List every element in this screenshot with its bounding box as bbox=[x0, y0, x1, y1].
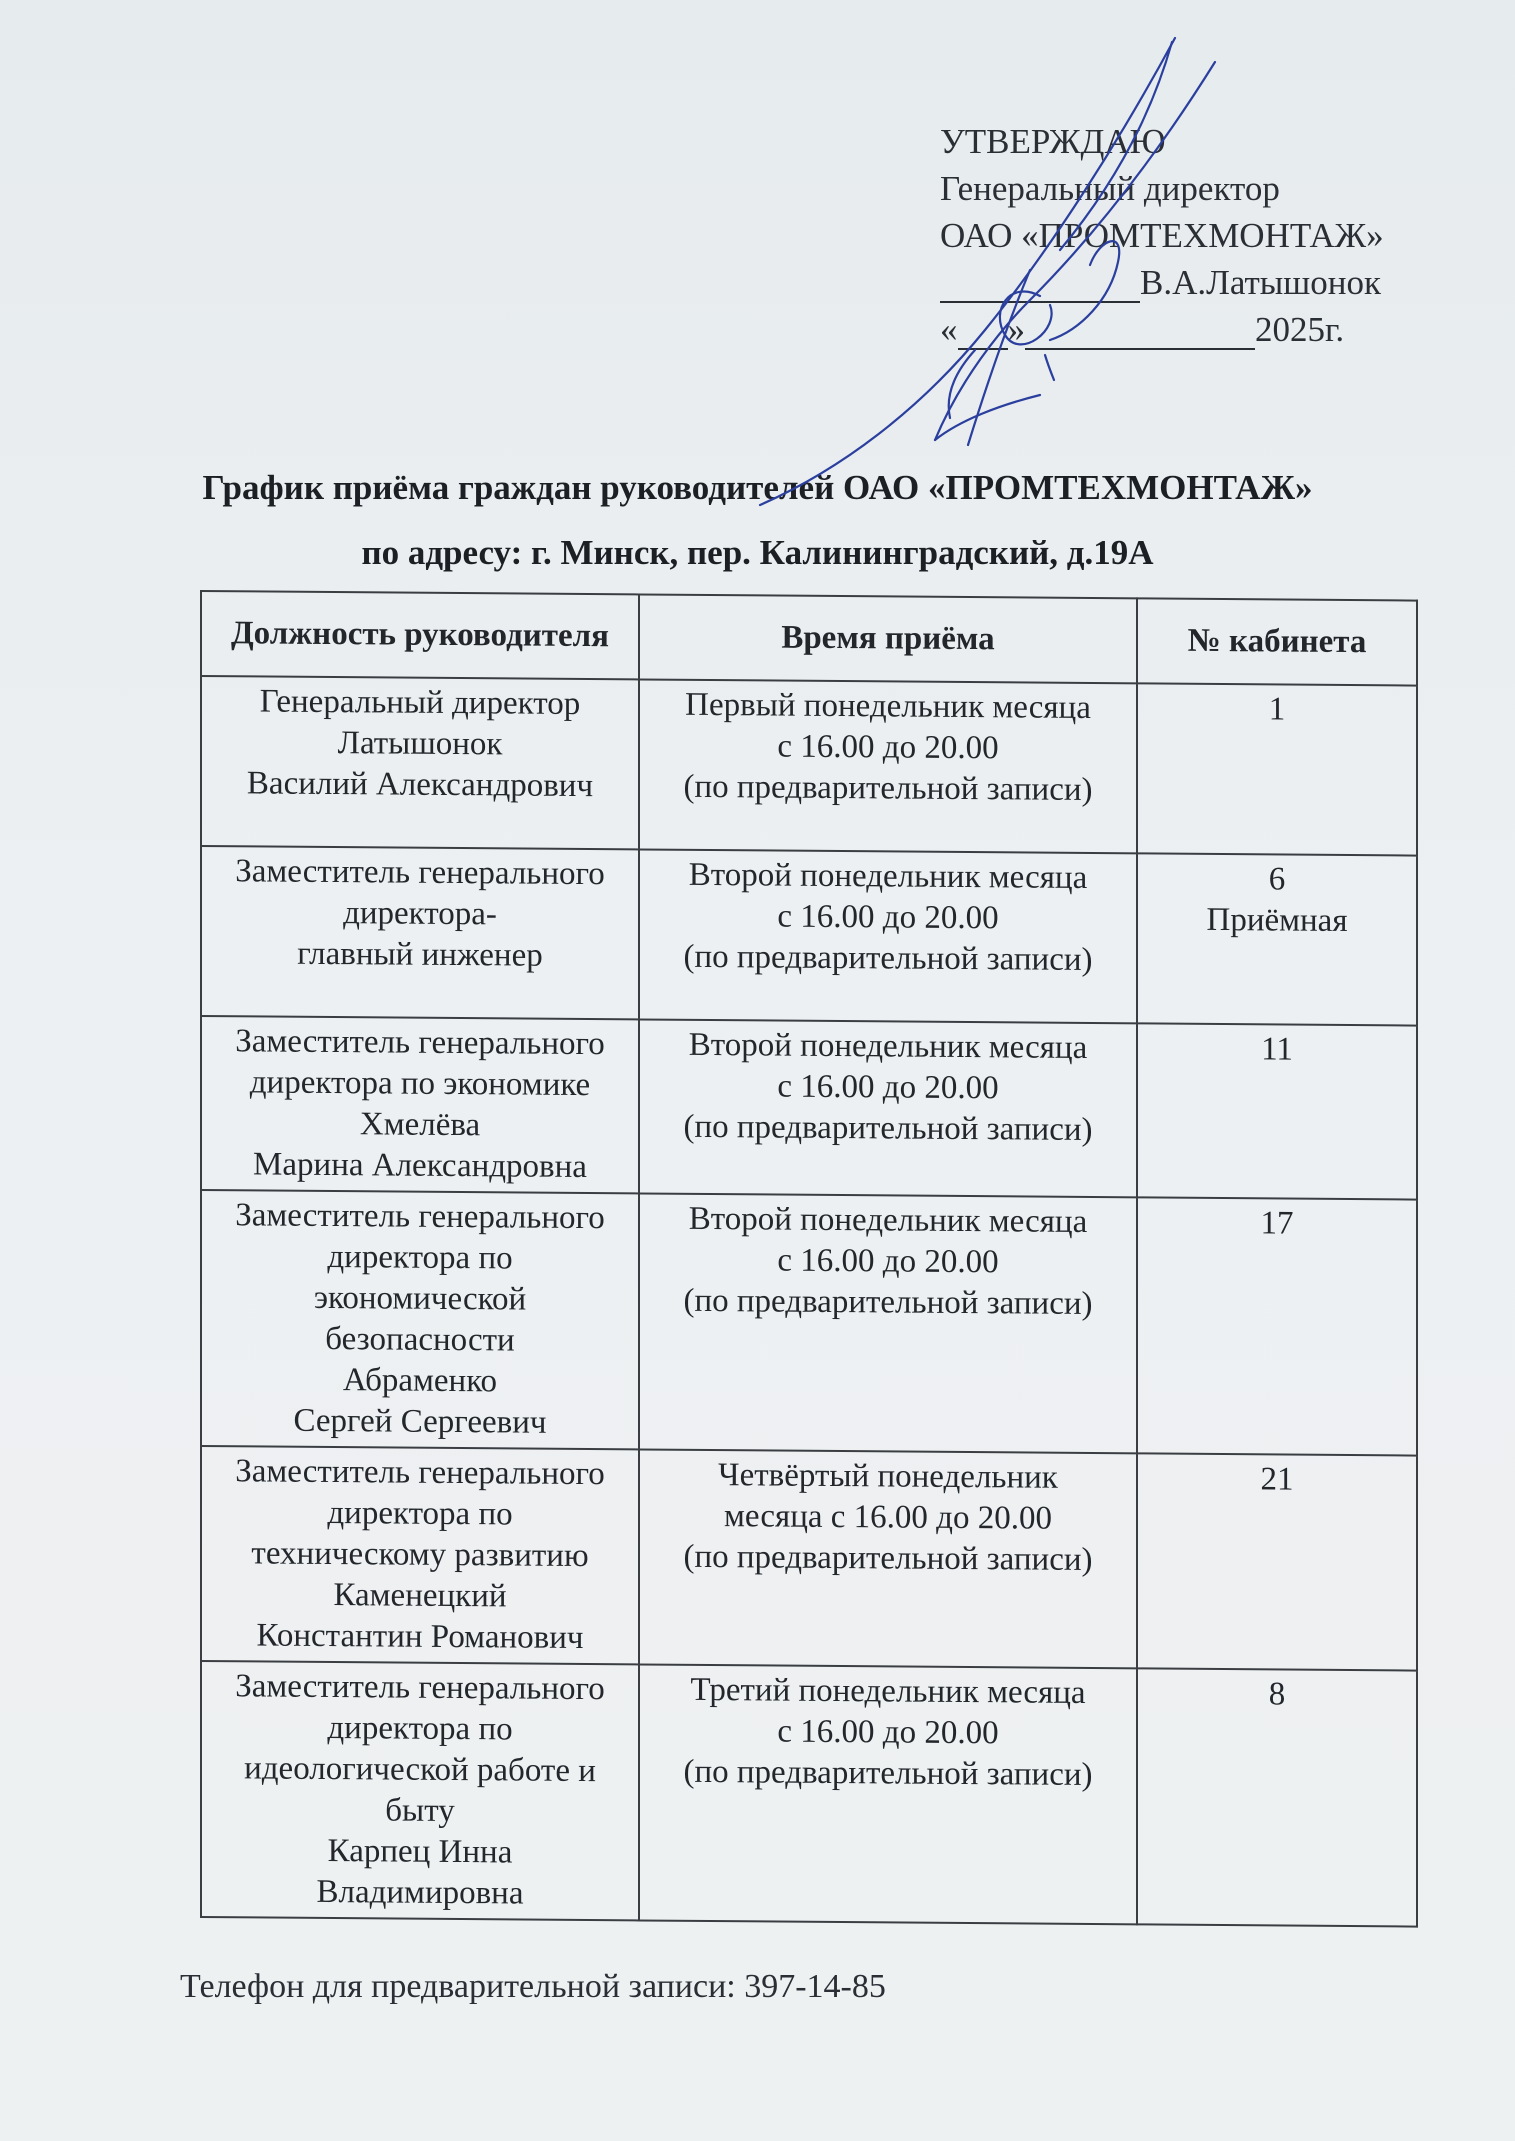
cell-position-line: быту bbox=[385, 1792, 455, 1830]
month-blank bbox=[1025, 312, 1255, 350]
cell-position-line: Заместитель генерального bbox=[235, 853, 605, 893]
cell-time-line: (по предварительной записи) bbox=[683, 768, 1093, 809]
cell-time-line: с 16.00 до 20.00 bbox=[777, 728, 999, 767]
cell-position-line: Заместитель генерального bbox=[235, 1668, 605, 1708]
approval-position: Генеральный директор bbox=[940, 169, 1280, 208]
date-quote-close: » bbox=[1007, 310, 1025, 349]
cell-position-line: директора по bbox=[327, 1495, 513, 1533]
cell-room bbox=[1137, 853, 1417, 1025]
page-subtitle-address: по адресу: г. Минск, пер. Калининградский, д.19А bbox=[361, 533, 1154, 572]
table-row bbox=[201, 1190, 1417, 1456]
approval-signer-line bbox=[940, 259, 1460, 306]
cell-room-line: 17 bbox=[1260, 1205, 1294, 1242]
cell-time bbox=[639, 679, 1137, 853]
cell-position-line: техническому развитию bbox=[251, 1535, 589, 1575]
table-row bbox=[201, 846, 1417, 1026]
cell-position-line: Заместитель генерального bbox=[235, 1197, 605, 1237]
cell-time-line: с 16.00 до 20.00 bbox=[777, 898, 999, 937]
cell-position-line: главный инженер bbox=[297, 935, 543, 974]
cell-time-line: с 16.00 до 20.00 bbox=[777, 1068, 999, 1107]
cell-position-line: директора по экономике bbox=[249, 1064, 591, 1104]
cell-time-line: с 16.00 до 20.00 bbox=[777, 1242, 999, 1281]
table-header-row bbox=[201, 591, 1417, 686]
cell-time-line: (по предварительной записи) bbox=[683, 938, 1093, 979]
cell-time-line: с 16.00 до 20.00 bbox=[777, 1713, 999, 1752]
cell-position-line: экономической bbox=[313, 1279, 527, 1318]
approval-block bbox=[940, 118, 1460, 353]
cell-position-line: Каменецкий bbox=[333, 1577, 507, 1615]
cell-position-line: Василий Александрович bbox=[246, 765, 594, 805]
cell-position-line: идеологической работе и bbox=[244, 1750, 596, 1790]
cell-room-line: 11 bbox=[1261, 1031, 1293, 1068]
cell-position-line: Абраменко bbox=[342, 1362, 498, 1400]
cell-position-line: Генеральный директор bbox=[259, 683, 581, 722]
cell-position bbox=[201, 676, 639, 849]
cell-position-line: Константин Романович bbox=[256, 1617, 584, 1657]
cell-position-line: Заместитель генерального bbox=[235, 1453, 605, 1493]
table-row bbox=[201, 676, 1417, 856]
cell-room-line: Приёмная bbox=[1206, 901, 1348, 940]
cell-position-line: Карпец Инна bbox=[327, 1833, 513, 1871]
cell-position bbox=[201, 1016, 639, 1193]
cell-time bbox=[639, 849, 1137, 1023]
approval-signer: В.А.Латышонок bbox=[1140, 263, 1381, 302]
page-title: График приёма граждан руководителей ОАО «ПРОМТЕХМОНТАЖ» bbox=[202, 468, 1313, 507]
cell-position-line: Заместитель генерального bbox=[235, 1023, 605, 1063]
cell-position bbox=[201, 1190, 639, 1449]
cell-time-line: Второй понедельник месяца bbox=[688, 1200, 1088, 1240]
header-position: Должность руководителя bbox=[201, 591, 639, 679]
date-quote-open: « bbox=[940, 310, 958, 349]
table-row bbox=[201, 1446, 1417, 1671]
cell-time-line: месяца с 16.00 до 20.00 bbox=[724, 1498, 1052, 1537]
cell-position-line: директора по bbox=[327, 1239, 513, 1277]
header-time: Время приёма bbox=[639, 594, 1137, 683]
cell-time-line: Второй понедельник месяца bbox=[688, 856, 1088, 896]
cell-room-line: 1 bbox=[1268, 691, 1286, 728]
cell-time-line: Второй понедельник месяца bbox=[688, 1026, 1088, 1066]
cell-position-line: директора по bbox=[327, 1710, 513, 1748]
approval-date-line bbox=[940, 306, 1460, 353]
cell-time-line: (по предварительной записи) bbox=[683, 1282, 1093, 1323]
phone-note: Телефон для предварительной записи: 397-14-85 bbox=[180, 1968, 886, 2005]
signature-blank bbox=[940, 265, 1140, 303]
cell-position bbox=[201, 1661, 639, 1920]
cell-room-line: 21 bbox=[1260, 1461, 1294, 1498]
cell-time-line: Третий понедельник месяца bbox=[690, 1671, 1086, 1711]
approval-organization: ОАО «ПРОМТЕХМОНТАЖ» bbox=[940, 216, 1384, 255]
cell-position-line: Хмелёва bbox=[359, 1106, 481, 1144]
cell-position-line: Владимировна bbox=[316, 1873, 524, 1912]
reception-schedule-table bbox=[200, 590, 1418, 1928]
cell-position-line: Латышонок bbox=[337, 725, 503, 763]
cell-time bbox=[639, 1664, 1137, 1924]
cell-time-line: (по предварительной записи) bbox=[683, 1108, 1093, 1149]
day-blank bbox=[958, 312, 1008, 350]
cell-time-line: Первый понедельник месяца bbox=[685, 686, 1091, 726]
cell-position-line: безопасности bbox=[325, 1320, 515, 1359]
cell-time bbox=[639, 1019, 1137, 1197]
cell-position-line: Марина Александровна bbox=[253, 1146, 587, 1186]
cell-room bbox=[1137, 683, 1417, 855]
table-row bbox=[201, 1661, 1417, 1927]
approval-year: 2025г. bbox=[1255, 310, 1345, 349]
cell-time-line: (по предварительной записи) bbox=[683, 1538, 1093, 1579]
cell-position bbox=[201, 846, 639, 1019]
cell-room-line: 6 bbox=[1268, 861, 1286, 898]
header-room: № кабинета bbox=[1137, 598, 1417, 685]
cell-room bbox=[1137, 1668, 1417, 1926]
cell-room-line: 8 bbox=[1268, 1676, 1286, 1713]
approval-heading: УТВЕРЖДАЮ bbox=[940, 122, 1166, 161]
cell-position-line: директора- bbox=[343, 895, 497, 933]
cell-time-line: (по предварительной записи) bbox=[683, 1753, 1093, 1794]
cell-time-line: Четвёртый понедельник bbox=[718, 1457, 1058, 1496]
cell-room bbox=[1137, 1453, 1417, 1670]
cell-position bbox=[201, 1446, 639, 1664]
cell-time bbox=[639, 1193, 1137, 1453]
cell-room bbox=[1137, 1197, 1417, 1455]
table-row bbox=[201, 1016, 1417, 1200]
cell-room bbox=[1137, 1023, 1417, 1199]
cell-time bbox=[639, 1449, 1137, 1668]
cell-position-line: Сергей Сергеевич bbox=[293, 1402, 547, 1441]
